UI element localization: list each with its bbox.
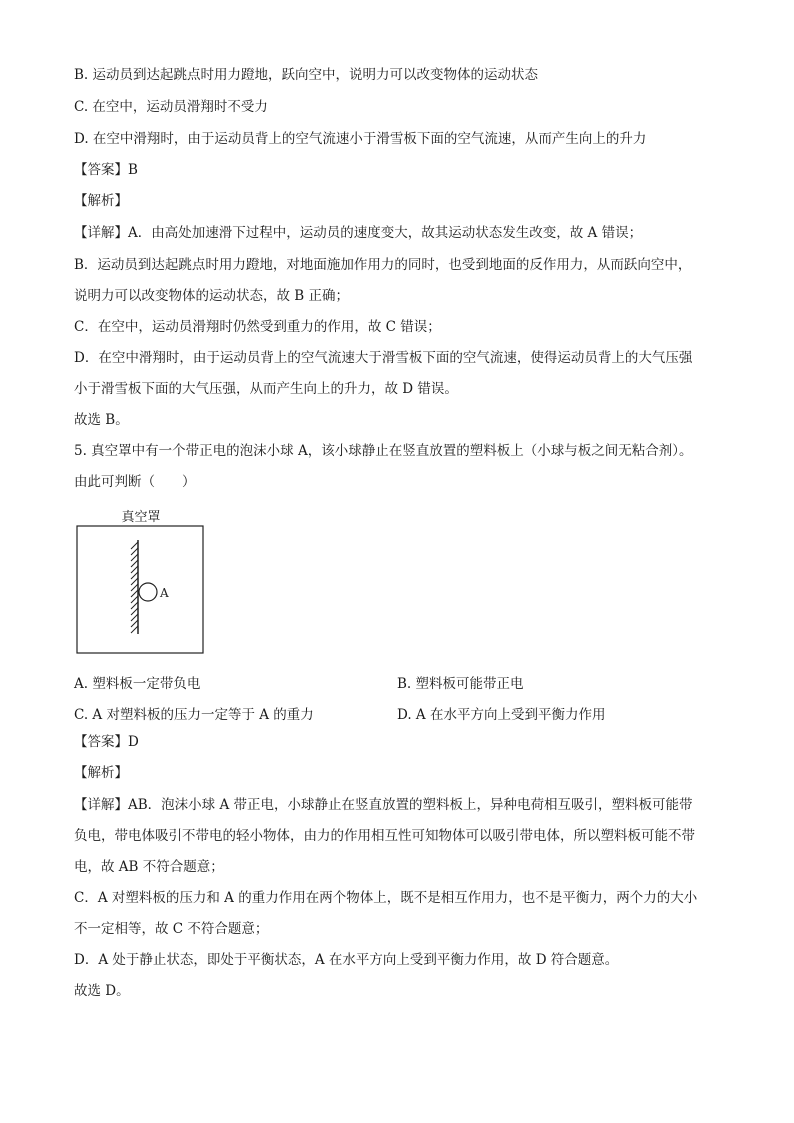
option-b-line: B. 运动员到达起跳点时用力蹬地，跃向空中，说明力可以改变物体的运动状态: [74, 67, 539, 83]
option-d-line: D. 在空中滑翔时，由于运动员背上的空气流速小于滑雪板下面的空气流速，从而产生向上的升力: [74, 131, 647, 147]
explanation-line: 不一定相等，故 C 不符合题意；: [74, 921, 269, 937]
figure-title: 真空罩: [121, 510, 161, 525]
explanation-line: B．运动员到达起跳点时用力蹬地，对地面施加作用力的同时，也受到地面的反作用力，从而跃向空中，: [74, 257, 692, 273]
explanation-line: 负电，带电体吸引不带电的轻小物体，由力的作用相互性可知物体可以吸引带电体，所以塑料板可能不带: [74, 828, 695, 844]
option-b: B. 塑料板可能带正电: [397, 676, 524, 692]
conclusion-line: 故选 D。: [74, 983, 130, 999]
explanation-line: 电，故 AB 不符合题意；: [74, 859, 224, 875]
option-c: C. A 对塑料板的压力一定等于 A 的重力: [74, 707, 314, 723]
vacuum-jar-figure: [76, 506, 206, 656]
explanation-line: D．A 处于静止状态，即处于平衡状态，A 在水平方向上受到平衡力作用，故 D 符合题意。: [74, 952, 619, 968]
option-c-line: C. 在空中，运动员滑翔时不受力: [74, 99, 268, 115]
plate-hatching: [131, 542, 138, 633]
option-d: D. A 在水平方向上受到平衡力作用: [397, 707, 606, 723]
answer-label: 【答案】D: [74, 734, 139, 750]
foam-ball: [139, 583, 157, 601]
explanation-line: C．在空中，运动员滑翔时仍然受到重力的作用，故 C 错误；: [74, 319, 441, 335]
question-5-stem: 5. 真空罩中有一个带正电的泡沫小球 A，该小球静止在竖直放置的塑料板上（小球与板之间无粘合剂）。: [74, 443, 693, 459]
conclusion-line: 故选 B。: [74, 412, 129, 428]
explanation-line: 【详解】AB．泡沫小球 A 带正电，小球静止在竖直放置的塑料板上，异种电荷相互吸引，塑料板可能带: [74, 797, 693, 813]
explanation-line: D．在空中滑翔时，由于运动员背上的空气流速大于滑雪板下面的空气流速，使得运动员背上的大气压强: [74, 350, 693, 366]
explanation-line: 【详解】A．由高处加速滑下过程中，运动员的速度变大，故其运动状态发生改变，故 A 错误；: [74, 225, 643, 241]
analysis-label: 【解析】: [74, 193, 128, 209]
analysis-label: 【解析】: [74, 765, 128, 781]
answer-label: 【答案】B: [74, 162, 138, 178]
ball-label: A: [160, 586, 169, 600]
explanation-line: C．A 对塑料板的压力和 A 的重力作用在两个物体上，既不是相互作用力，也不是平衡力，两个力的大小: [74, 890, 698, 906]
option-a: A. 塑料板一定带负电: [74, 676, 201, 692]
explanation-line: 小于滑雪板下面的大气压强，从而产生向上的升力，故 D 错误。: [74, 381, 458, 397]
vacuum-jar-diagram: [76, 506, 206, 656]
question-5-stem: 由此可判断（ ）: [74, 474, 196, 490]
explanation-line: 说明力可以改变物体的运动状态，故 B 正确；: [74, 288, 350, 304]
